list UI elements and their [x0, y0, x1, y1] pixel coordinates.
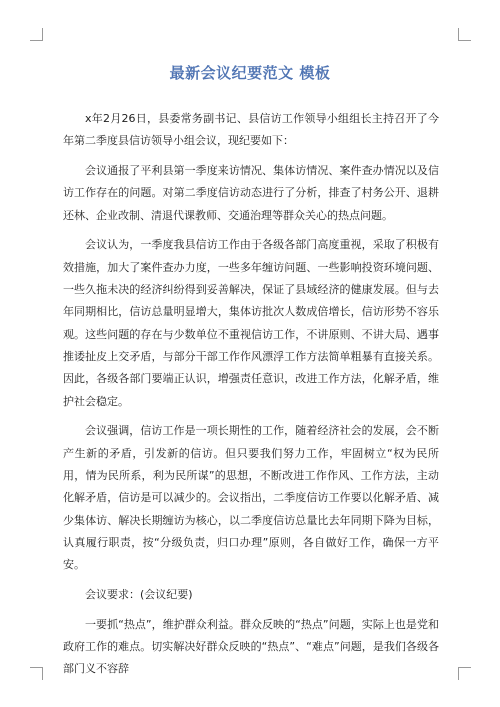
crop-mark-bottom-left [30, 667, 43, 680]
document-body [63, 108, 439, 688]
paragraph-intro: x年2月26日，县委常务副书记、县信访工作领导小组组长主持召开了今年第二季度县信访领导小组会议，现纪要如下： [63, 112, 439, 148]
paragraph-requirement-one: 一要抓“热点”，维护群众利益。群众反映的“热点”问题，实际上也是党和政府工作的难点。切实解决好群众反映的“热点”、“难点”问题，是我们各级各部门义不容辞 [63, 617, 439, 676]
paragraph-requirements-heading: 会议要求：(会议纪要) [85, 587, 193, 601]
crop-mark-bottom-right [458, 667, 471, 680]
paragraph-report: 会议通报了平利县第一季度来访情况、集体访情况、案件查办情况以及信访工作存在的问题。对第二季度信访动态进行了分析，排查了村务公开、退耕还林、企业改制、清退代课教师、交通治理等群众关心的热点问题。 [63, 164, 439, 222]
paragraph-emphasis: 会议强调，信访工作是一项长期性的工作，随着经济社会的发展，会不断产生新的矛盾，引发新的信访。但只要我们努力工作，牢固树立“权为民所用，情为民所系，利为民所谋”的思想，不断改进工作作风、工作方法，主动化解矛盾，信访是可以减少的。会议指出，二季度信访工作要以化解矛盾、减少集体访、解决长期缠访为核心，以二季度信访总量比去年同期下降为目标，认真履行职责，按“分级负责，归口办理”原则，各自做好工作，确保一方平安。 [63, 424, 439, 572]
crop-mark-top-right [458, 28, 471, 41]
paragraph-assessment: 会议认为，一季度我县信访工作由于各级各部门高度重视，采取了积极有效措施，加大了案件查办力度，一些多年缠访问题、一些影响投资环境问题、一些久拖未决的经济纠纷得到妥善解决，保证了县域经济的健康发展。但与去年同期相比，信访总量明显增大，集体访批次人数成倍增长，信访形势不容乐观。这些问题的存在与少数单位不重视信访工作，不讲原则、不讲大局、遇事推诿扯皮上交矛盾，与部分干部工作作风漂浮工作方法简单粗暴有直接关系。因此，各级各部门要端正认识，增强责任意识，改进工作方法，化解矛盾，维护社会稳定。 [63, 238, 439, 408]
crop-mark-top-left [30, 28, 43, 41]
document-title: 最新会议纪要范文 模板 [169, 64, 331, 82]
